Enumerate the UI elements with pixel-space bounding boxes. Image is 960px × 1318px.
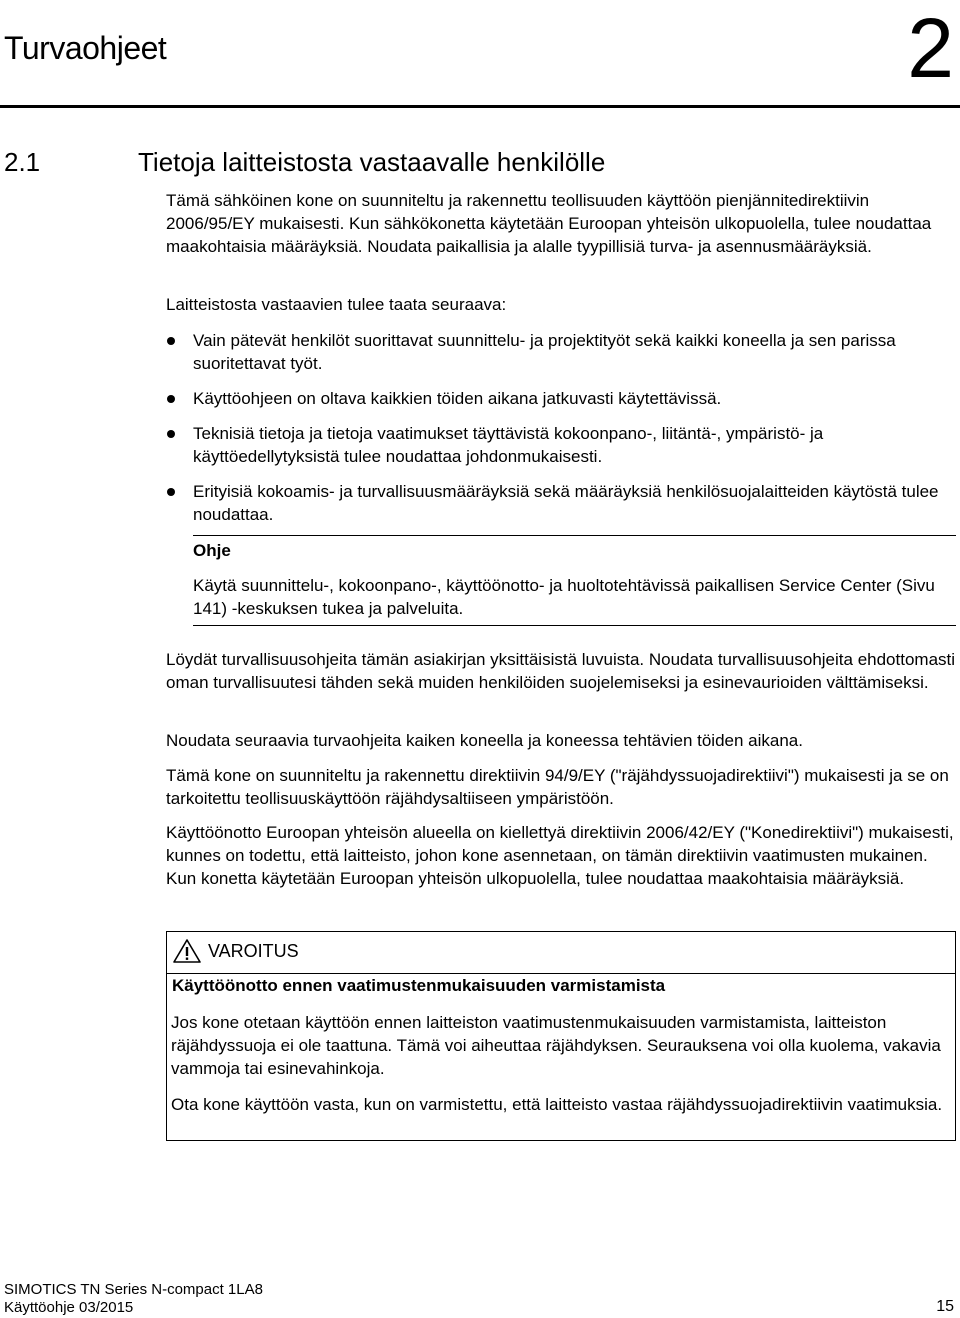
responsibility-list xyxy=(166,329,956,538)
warning-body xyxy=(171,1011,951,1129)
note-bottom-rule xyxy=(193,625,956,626)
list-item: Käyttöohjeen on oltava kaikkien töiden aikana jatkuvasti käytettävissä. xyxy=(166,387,956,410)
paragraph: Löydät turvallisuusohjeita tämän asiakirjan yksittäisistä luvuista. Noudata turvallisuusohjeita ehdottomasti oman turvallisuutesi tähden sekä muiden henkilöiden suojelemiseksi ja esinevaurioiden välttämiseksi. xyxy=(166,650,956,692)
footer-document: Käyttöohje 03/2015 xyxy=(4,1299,134,1316)
footer-product: SIMOTICS TN Series N-compact 1LA8 xyxy=(4,1281,263,1298)
warning-paragraph: Ota kone käyttöön vasta, kun on varmistettu, että laitteisto vastaa räjähdyssuojadirektiivin vaatimuksia. xyxy=(171,1095,943,1114)
warning-label: VAROITUS xyxy=(208,940,299,961)
paragraph: Noudata seuraavia turvaohjeita kaiken koneella ja koneessa tehtävien töiden aikana. xyxy=(166,731,803,750)
list-item: Erityisiä kokoamis- ja turvallisuusmääräyksiä sekä määräyksiä henkilösuojalaitteiden käytöstä tulee noudattaa. xyxy=(166,480,956,526)
warning-paragraph: Jos kone otetaan käyttöön ennen laitteiston vaatimustenmukaisuuden varmistamista, laitteiston räjähdyssuoja ei ole taattuna. Tämä voi aiheuttaa räjähdyksen. Seurauksena voi olla kuolema, vakavia vammoja tai esinevahinkoja. xyxy=(171,1013,941,1078)
intro-paragraph: Tämä sähköinen kone on suunniteltu ja rakennettu teollisuuden käyttöön pienjännitedirektiivin 2006/95/EY mukaisesti. Kun sähkökonetta käytetään Euroopan yhteisön ulkopuolella, tulee noudattaa maakohtaisia määräyksiä. Noudata paikallisia ja alalle tyypillisiä turva- ja asennusmääräyksiä. xyxy=(166,191,932,256)
warning-separator xyxy=(167,973,955,974)
section-number: 2.1 xyxy=(4,147,41,177)
paragraph: Tämä kone on suunniteltu ja rakennettu direktiivin 94/9/EY ("räjähdyssuojadirektiivi") mukaisesti ja se on tarkoitettu teollisuuskäyttöön räjähdysaltiiseen ympäristöön. xyxy=(166,766,949,808)
chapter-number: 2 xyxy=(907,1,954,95)
list-item: Teknisiä tietoja ja tietoja vaatimukset täyttävistä kokoonpano-, liitäntä-, ympäristö- ja käyttöedellytyksistä tulee noudattaa johdonmukaisesti. xyxy=(166,422,956,468)
list-item: Vain pätevät henkilöt suorittavat suunnittelu- ja projektityöt sekä kaikki koneella ja sen parissa suoritettavat työt. xyxy=(166,329,956,375)
intro-lead xyxy=(166,293,956,316)
warning-title: Käyttöönotto ennen vaatimustenmukaisuuden varmistamista xyxy=(172,976,666,995)
paragraph: Käyttöönotto Euroopan yhteisön alueella on kiellettyä direktiivin 2006/42/EY ("Konedirektiivi") mukaisesti, kunnes on todettu, että laitteisto, johon kone asennetaan, on tämän direktiivin vaatimusten mukainen. Kun konetta käytetään Euroopan yhteisön ulkopuolella, tulee noudattaa maakohtaisia määräyksiä. xyxy=(166,823,954,888)
header-rule xyxy=(0,105,960,108)
chapter-title: Turvaohjeet xyxy=(4,30,167,66)
page-number: 15 xyxy=(936,1298,954,1315)
note-top-rule xyxy=(193,535,956,536)
note-text: Käytä suunnittelu-, kokoonpano-, käyttöönotto- ja huoltotehtävissä paikallisen Service Center (Sivu 141) -keskuksen tukea ja palveluita. xyxy=(193,576,935,618)
section-title: Tietoja laitteistosta vastaavalle henkilölle xyxy=(138,147,606,177)
warning-triangle-icon xyxy=(172,938,202,964)
warning-header xyxy=(172,938,299,964)
intro-lead-text: Laitteistosta vastaavien tulee taata seuraava: xyxy=(166,295,507,314)
intro-block xyxy=(166,189,956,258)
note-title: Ohje xyxy=(193,541,231,560)
